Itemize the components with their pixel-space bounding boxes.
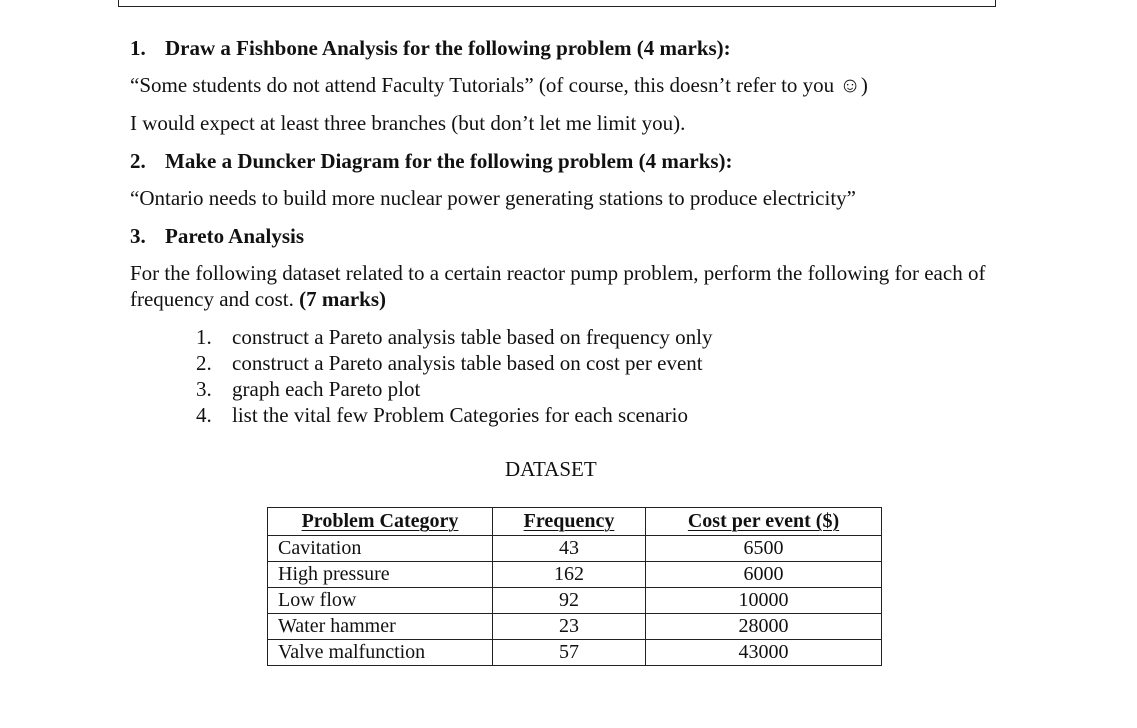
dataset-title: DATASET: [505, 457, 597, 481]
list-item: [196, 376, 713, 402]
list-item: [196, 350, 713, 376]
cell-category: Low flow: [268, 588, 493, 614]
q3-intro-paragraph: [130, 260, 990, 312]
list-item: [196, 402, 713, 428]
list-item-number: 4.: [196, 403, 212, 427]
q2-heading: [130, 148, 733, 174]
q1-instruction: I would expect at least three branches (but don’t let me limit you).: [130, 111, 686, 135]
cell-category: High pressure: [268, 562, 493, 588]
cell-cost: 10000: [646, 588, 882, 614]
header-frequency: Frequency: [493, 508, 646, 536]
header-cost-per-event: Cost per event ($): [646, 508, 882, 536]
cell-cost: 43000: [646, 640, 882, 666]
list-item-number: 2.: [196, 351, 212, 375]
list-item-text: list the vital few Problem Categories for each scenario: [232, 403, 689, 427]
cell-cost: 28000: [646, 614, 882, 640]
table-header-row: [268, 508, 882, 536]
q2-problem-statement: “Ontario needs to build more nuclear power generating stations to produce electricity”: [130, 186, 856, 210]
cell-frequency: 23: [493, 614, 646, 640]
dataset-table: [267, 507, 882, 666]
cell-frequency: 92: [493, 588, 646, 614]
cell-frequency: 162: [493, 562, 646, 588]
list-item-text: construct a Pareto analysis table based on cost per event: [232, 351, 703, 375]
list-item-number: 1.: [196, 325, 212, 349]
q2-title: Make a Duncker Diagram for the following problem (4 marks):: [165, 149, 733, 173]
q1-title: Draw a Fishbone Analysis for the following problem (4 marks):: [165, 36, 731, 60]
q3-intro-text: For the following dataset related to a certain reactor pump problem, perform the following for each of frequency and cost.: [130, 261, 986, 311]
cell-cost: 6500: [646, 536, 882, 562]
cell-category: Water hammer: [268, 614, 493, 640]
table-row: [268, 536, 882, 562]
cell-category: Cavitation: [268, 536, 493, 562]
q1-problem-statement: “Some students do not attend Faculty Tutorials” (of course, this doesn’t refer to you ☺): [130, 73, 868, 97]
table-row: [268, 562, 882, 588]
q1-number: 1.: [130, 36, 146, 60]
q3-title: Pareto Analysis: [165, 224, 305, 248]
cell-cost: 6000: [646, 562, 882, 588]
list-item-number: 3.: [196, 377, 212, 401]
q2-number: 2.: [130, 149, 146, 173]
q1-heading: [130, 35, 731, 61]
q3-heading: [130, 223, 304, 249]
header-problem-category: Problem Category: [268, 508, 493, 536]
list-item-text: construct a Pareto analysis table based on frequency only: [232, 325, 713, 349]
q3-marks: (7 marks): [299, 287, 387, 311]
q3-number: 3.: [130, 224, 146, 248]
table-row: [268, 614, 882, 640]
list-item: [196, 324, 713, 350]
cell-frequency: 57: [493, 640, 646, 666]
table-row: [268, 588, 882, 614]
table-row: [268, 640, 882, 666]
q3-task-list: [196, 324, 713, 428]
previous-section-box: [118, 0, 996, 7]
cell-frequency: 43: [493, 536, 646, 562]
cell-category: Valve malfunction: [268, 640, 493, 666]
list-item-text: graph each Pareto plot: [232, 377, 421, 401]
